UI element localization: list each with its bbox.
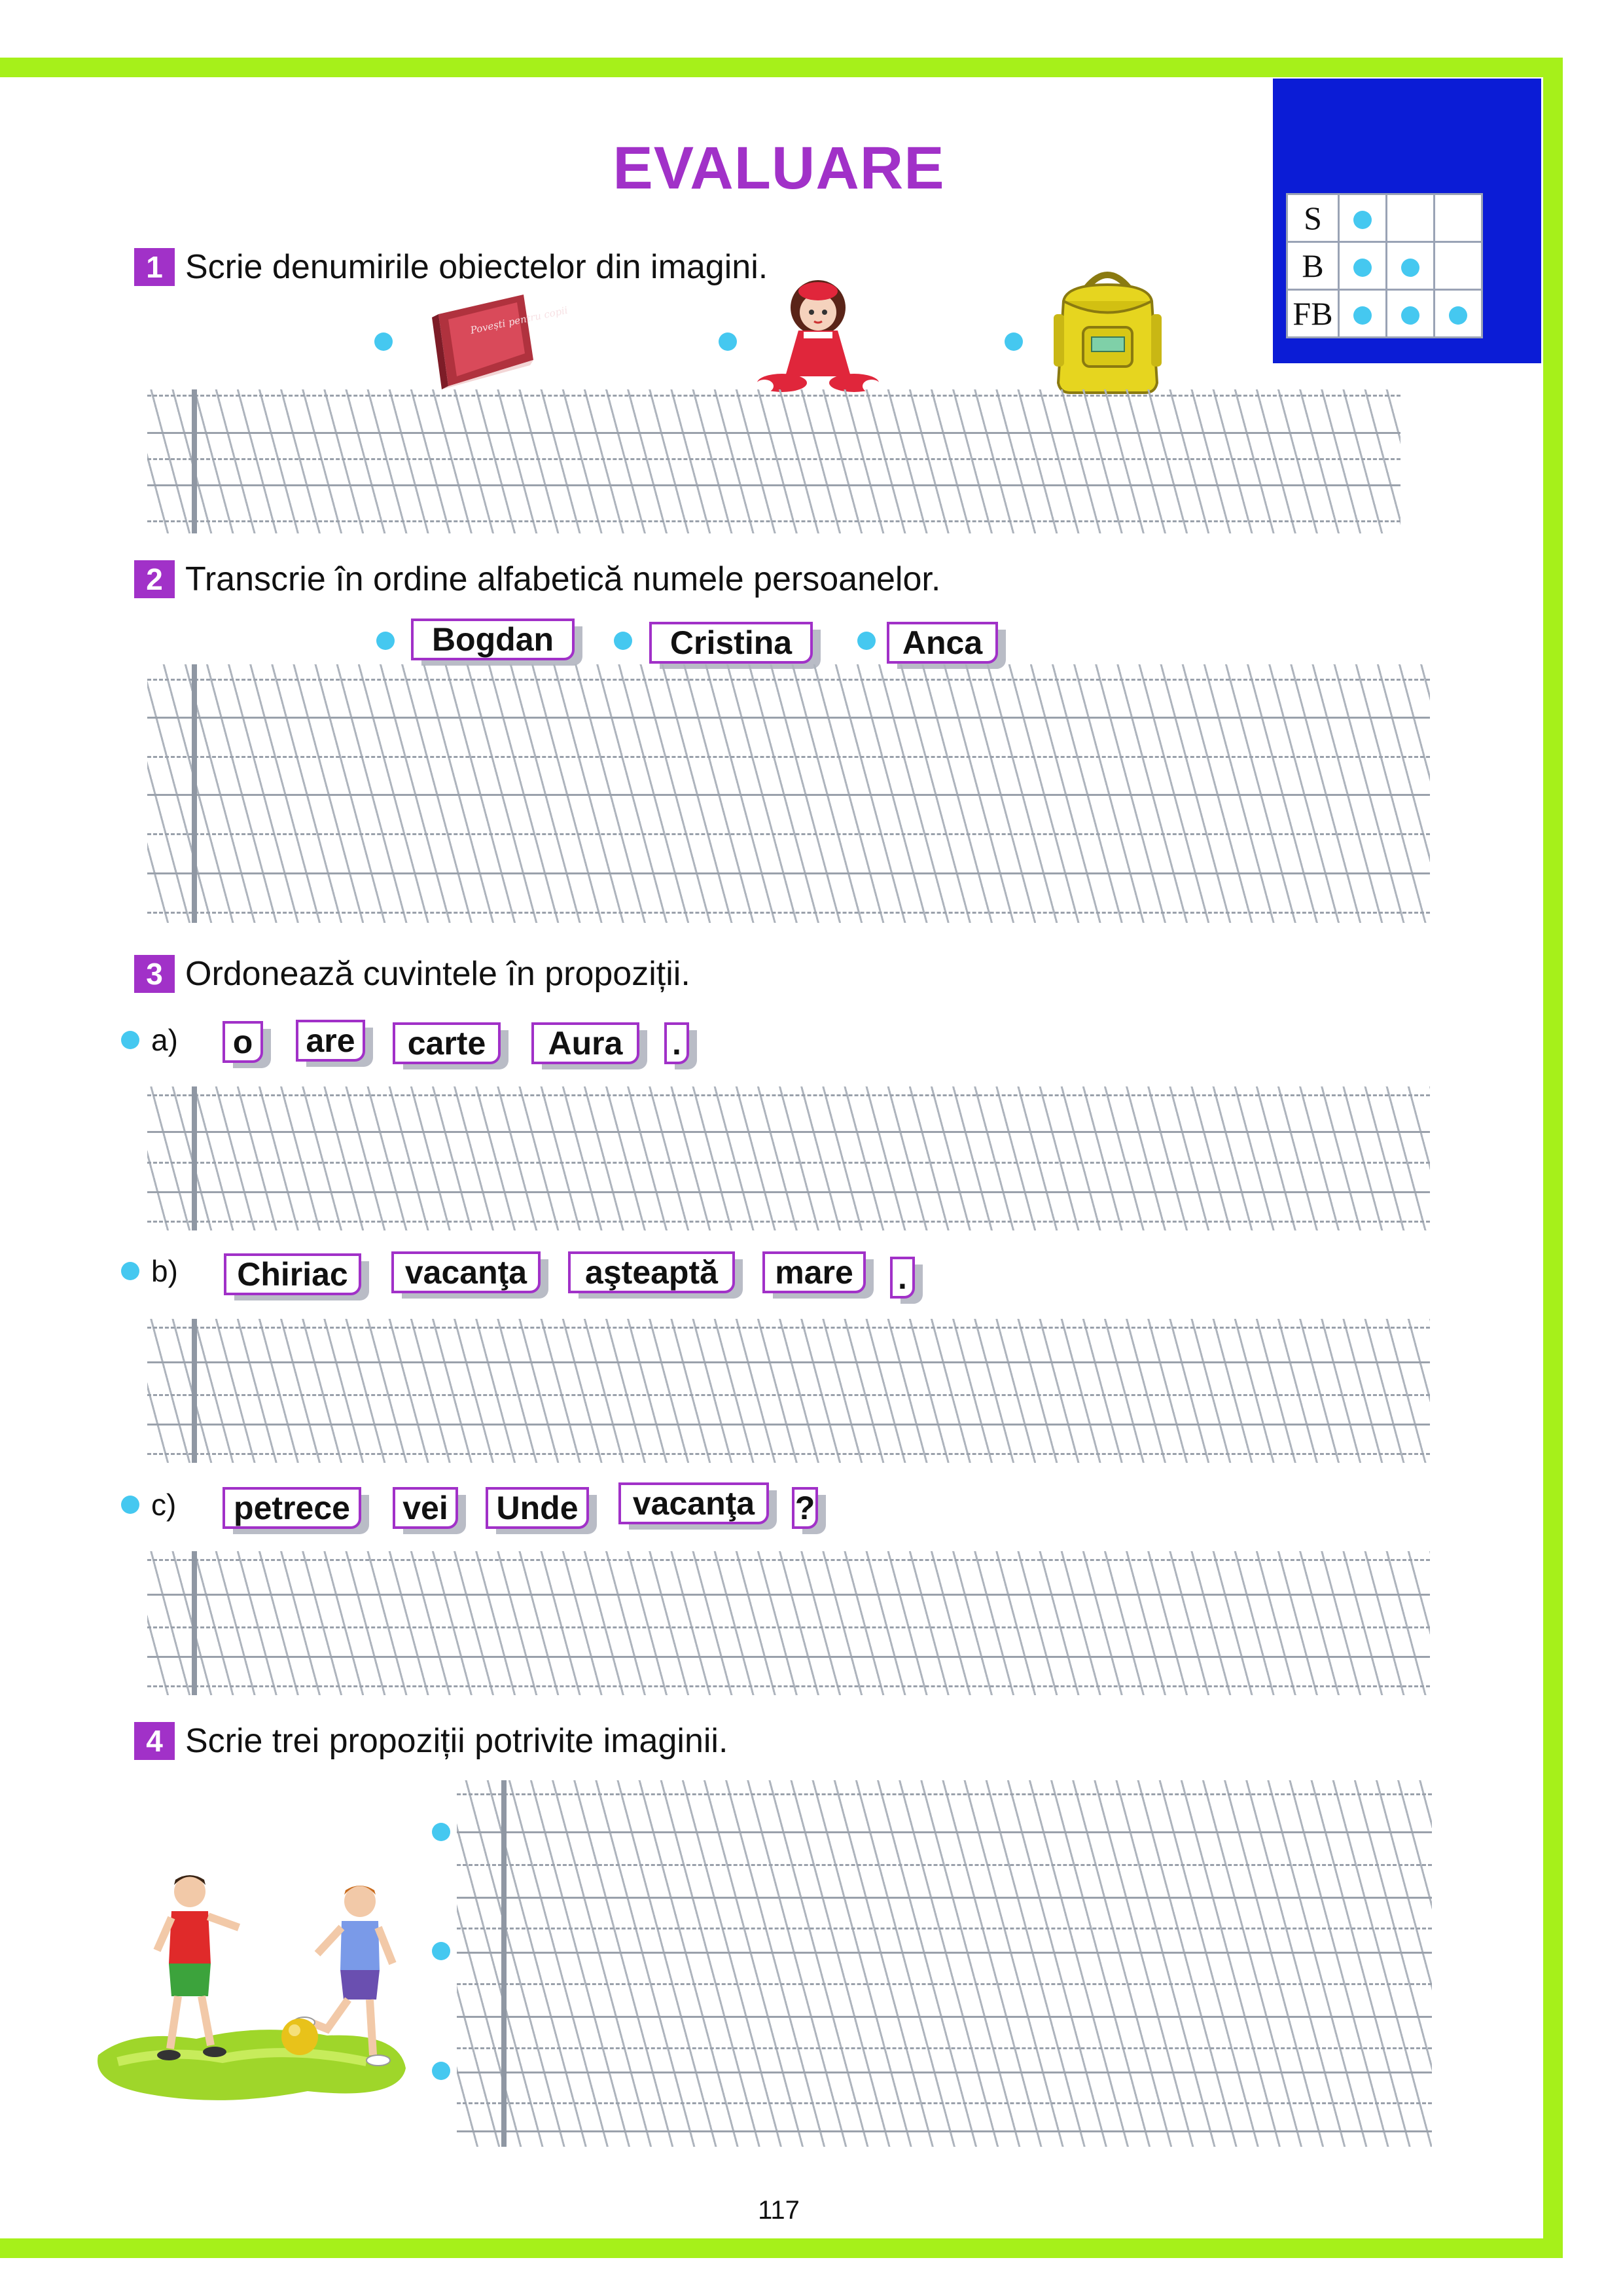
margin-line	[192, 1086, 197, 1230]
level-label: S	[1287, 194, 1339, 242]
bullet-icon	[432, 2062, 450, 2080]
guide-line	[457, 1793, 1432, 1795]
guide-line	[147, 1656, 1430, 1658]
evaluation-cell[interactable]	[1435, 290, 1482, 338]
task-number: 2	[134, 560, 175, 598]
word-card[interactable]: petrece	[223, 1487, 361, 1529]
task-instruction: Scrie trei propoziții potrivite imaginii.	[185, 1722, 728, 1760]
evaluation-cell[interactable]	[1339, 242, 1387, 290]
guide-line	[147, 1327, 1430, 1329]
guide-line	[147, 1094, 1430, 1096]
slant-guides	[147, 1551, 1430, 1695]
page-title: EVALUARE	[613, 135, 945, 202]
guide-line	[147, 1361, 1430, 1363]
evaluation-table	[1286, 193, 1483, 338]
guide-line	[147, 833, 1430, 835]
writing-lines[interactable]	[147, 664, 1430, 923]
evaluation-cell[interactable]	[1387, 290, 1435, 338]
slant-guides	[147, 389, 1400, 533]
guide-line	[147, 1424, 1430, 1426]
bullet-icon	[614, 632, 632, 650]
bullet-icon	[1353, 306, 1372, 325]
bullet-icon	[1005, 332, 1023, 351]
subtask-b-label	[121, 1253, 178, 1289]
subtask-a-label	[121, 1022, 178, 1058]
word-card[interactable]: mare	[762, 1251, 866, 1293]
guide-line	[147, 1131, 1430, 1133]
task-number: 1	[134, 248, 175, 286]
doll-icon	[753, 278, 883, 399]
guide-line	[457, 1928, 1432, 1929]
word-card[interactable]: aşteaptă	[568, 1251, 735, 1293]
evaluation-row-fb	[1287, 290, 1482, 338]
subtask-letter: c)	[151, 1488, 177, 1522]
bullet-icon	[121, 1031, 139, 1049]
word-card[interactable]: Aura	[531, 1022, 639, 1064]
word-card[interactable]: Anca	[887, 622, 998, 664]
task-instruction: Scrie denumirile obiectelor din imagini.	[185, 248, 768, 286]
subtask-letter: b)	[151, 1254, 178, 1288]
task-2-heading	[134, 560, 940, 599]
guide-line	[457, 1897, 1432, 1899]
margin-line	[192, 1551, 197, 1695]
writing-lines[interactable]	[147, 1319, 1430, 1463]
margin-line	[192, 664, 197, 923]
guide-line	[147, 679, 1430, 681]
guide-line	[147, 1559, 1430, 1561]
guide-line	[147, 458, 1400, 460]
book-cover-text: Povești pentru copii	[469, 304, 569, 336]
bullet-icon	[376, 632, 395, 650]
task-3-heading	[134, 954, 690, 994]
word-card[interactable]: Unde	[486, 1487, 589, 1529]
level-label: FB	[1287, 290, 1339, 338]
word-card[interactable]: vei	[393, 1487, 458, 1529]
word-card[interactable]: Chiriac	[224, 1253, 361, 1295]
evaluation-cell	[1435, 242, 1482, 290]
guide-line	[147, 872, 1430, 874]
task-number: 4	[134, 1722, 175, 1760]
children-playing-football-illustration	[92, 1865, 412, 2114]
page-frame-top	[0, 58, 1563, 77]
guide-line	[457, 2016, 1432, 2018]
guide-line	[147, 395, 1400, 397]
guide-line	[147, 432, 1400, 434]
guide-line	[147, 1594, 1430, 1596]
page-frame-right	[1543, 58, 1563, 2257]
word-card[interactable]: Bogdan	[411, 619, 575, 660]
guide-line	[147, 1191, 1430, 1193]
slant-guides	[147, 1086, 1430, 1230]
level-label: B	[1287, 242, 1339, 290]
word-card[interactable]: are	[296, 1020, 365, 1062]
margin-line	[501, 1780, 507, 2147]
guide-line	[457, 2130, 1432, 2132]
bullet-icon	[719, 332, 737, 351]
word-card[interactable]: carte	[393, 1022, 501, 1064]
word-card[interactable]: .	[890, 1257, 915, 1299]
guide-line	[147, 520, 1400, 522]
subtask-letter: a)	[151, 1023, 178, 1057]
guide-line	[147, 1685, 1430, 1687]
guide-line	[147, 717, 1430, 719]
guide-line	[147, 484, 1400, 486]
task-1-heading	[134, 247, 768, 287]
guide-line	[457, 2102, 1432, 2104]
word-card[interactable]: Cristina	[649, 622, 813, 664]
evaluation-cell[interactable]	[1387, 242, 1435, 290]
guide-line	[147, 794, 1430, 796]
evaluation-box	[1273, 79, 1541, 363]
guide-line	[147, 1221, 1430, 1223]
writing-lines[interactable]	[457, 1780, 1432, 2147]
word-card[interactable]: .	[664, 1022, 689, 1064]
bullet-icon	[432, 1823, 450, 1841]
bullet-icon	[857, 632, 876, 650]
page-frame-bottom	[0, 2238, 1563, 2258]
bullet-icon	[121, 1262, 139, 1280]
guide-line	[457, 1831, 1432, 1833]
word-card[interactable]: o	[223, 1021, 263, 1063]
evaluation-row-b	[1287, 242, 1482, 290]
word-card[interactable]: ?	[792, 1487, 818, 1529]
bullet-icon	[1449, 306, 1467, 325]
guide-line	[147, 912, 1430, 914]
bullet-icon	[1401, 306, 1419, 325]
guide-line	[457, 2047, 1432, 2049]
margin-line	[192, 1319, 197, 1463]
bullet-icon	[1401, 259, 1419, 277]
task-number: 3	[134, 955, 175, 993]
slant-guides	[147, 1319, 1430, 1463]
writing-lines[interactable]	[147, 389, 1400, 533]
bullet-icon	[1353, 259, 1372, 277]
guide-line	[147, 756, 1430, 758]
evaluation-cell[interactable]	[1339, 290, 1387, 338]
bullet-icon	[374, 332, 393, 351]
task-instruction: Ordonează cuvintele în propoziții.	[185, 955, 690, 993]
guide-line	[457, 1983, 1432, 1985]
guide-line	[457, 1952, 1432, 1954]
guide-line	[147, 1453, 1430, 1455]
guide-line	[147, 1394, 1430, 1396]
guide-line	[457, 2072, 1432, 2073]
writing-lines[interactable]	[147, 1551, 1430, 1695]
task-4-heading	[134, 1721, 728, 1761]
writing-lines[interactable]	[147, 1086, 1430, 1230]
bullet-icon	[121, 1496, 139, 1514]
task-instruction: Transcrie în ordine alfabetică numele persoanelor.	[185, 560, 941, 598]
word-card[interactable]: vacanţa	[391, 1251, 541, 1293]
bullet-icon	[1353, 211, 1372, 229]
margin-line	[192, 389, 197, 533]
book-icon	[419, 288, 569, 393]
page-number: 117	[758, 2196, 800, 2225]
bullet-icon	[432, 1942, 450, 1960]
guide-line	[147, 1626, 1430, 1628]
guide-line	[147, 1162, 1430, 1164]
guide-line	[457, 1864, 1432, 1866]
subtask-c-label	[121, 1487, 176, 1522]
word-card[interactable]: vacanţa	[618, 1482, 769, 1524]
backpack-icon	[1047, 262, 1168, 396]
slant-guides	[457, 1780, 1432, 2147]
